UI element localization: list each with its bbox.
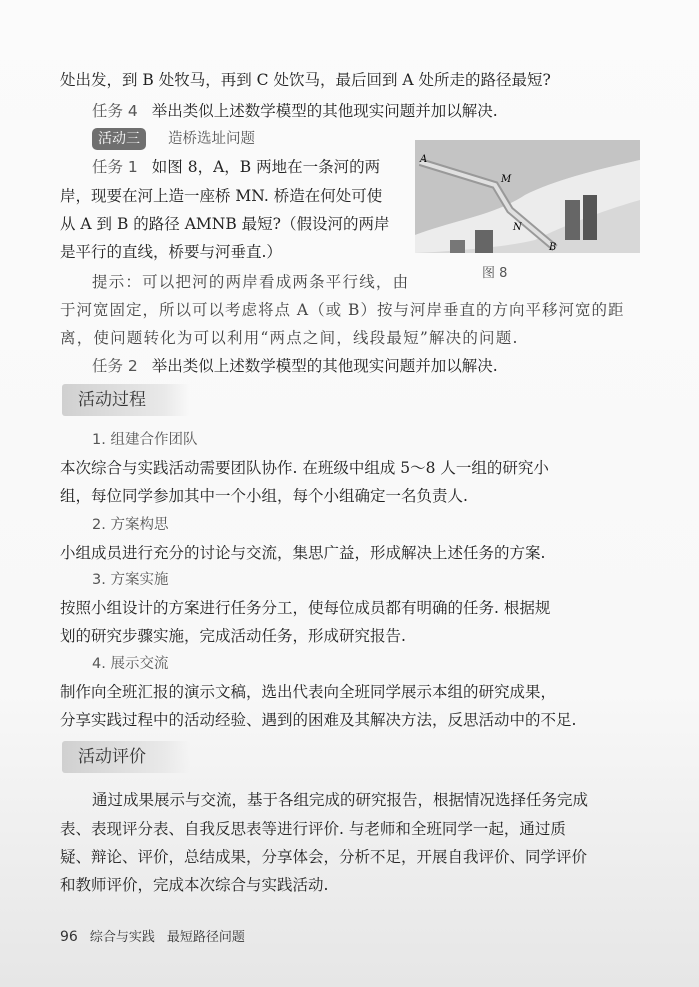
activity-badge: 活动三 <box>92 128 146 150</box>
task1-line: 是平行的直线，桥要与河垂直.） <box>60 243 282 261</box>
step-line: 划的研究步骤实施，完成活动任务，形成研究报告. <box>60 627 406 645</box>
footer-section: 综合与实践 <box>89 930 155 945</box>
task4 <box>92 97 498 125</box>
step-line: 按照小组设计的方案进行任务分工，使每位成员都有明确的任务. 根据规 <box>60 599 551 617</box>
step-line: 制作向全班汇报的演示文稿，选出代表向全班同学展示本组的研究成果， <box>60 683 557 701</box>
activity-title: 造桥选址问题 <box>168 131 255 147</box>
evaluation-line: 通过成果展示与交流，基于各组完成的研究报告，根据情况选择任务完成 <box>92 791 589 809</box>
label-m: M <box>501 174 512 185</box>
step-line: 小组成员进行充分的讨论与交流，集思广益，形成解决上述任务的方案. <box>60 544 546 562</box>
bridge-figure <box>415 140 640 253</box>
task-label: 任务 1 <box>92 158 138 176</box>
evaluation-line: 表、表现评分表、自我反思表等进行评价. 与老师和全班同学一起，通过质 <box>60 820 566 838</box>
task-label: 任务 2 <box>92 357 138 375</box>
hint-line: 提示：可以把河的两岸看成两条平行线，由 <box>92 273 410 291</box>
step-line: 分享实践过程中的活动经验、遇到的困难及其解决方法，反思活动中的不足. <box>60 711 577 729</box>
task1-line <box>92 153 380 181</box>
task1-line: 岸，现要在河上造一座桥 MN. 桥造在何处可使 <box>60 187 383 205</box>
section-header-process: 活动过程 <box>62 384 190 416</box>
task-text: 如图 8，A，B 两地在一条河的两 <box>151 158 381 176</box>
task-text: 举出类似上述数学模型的其他现实问题并加以解决. <box>151 102 498 120</box>
step-heading: 1. 组建合作团队 <box>92 432 198 448</box>
hint-line: 于河宽固定，所以可以考虑将点 A（或 B）按与河岸垂直的方向平移河宽的距 <box>60 301 625 319</box>
task1-line: 从 A 到 B 的路径 AMNB 最短?（假设河的两岸 <box>60 215 390 233</box>
footer-title: 最短路径问题 <box>166 930 245 945</box>
intro-line: 处出发，到 B 处牧马，再到 C 处饮马，最后回到 A 处所走的路径最短? <box>60 71 551 89</box>
step-heading: 2. 方案构思 <box>92 517 169 533</box>
evaluation-line: 疑、辩论、评价，总结成果，分享体会，分析不足，开展自我评价、同学评价 <box>60 848 588 866</box>
step-line: 本次综合与实践活动需要团队协作. 在班级中组成 5～8 人一组的研究小 <box>60 459 549 477</box>
page-footer <box>60 926 257 945</box>
label-a: A <box>420 154 428 165</box>
label-n: N <box>513 222 522 233</box>
task2 <box>92 352 498 380</box>
step-line: 组，每位同学参加其中一个小组，每个小组确定一名负责人. <box>60 487 468 505</box>
section-header-evaluation: 活动评价 <box>62 741 190 773</box>
task-text: 举出类似上述数学模型的其他现实问题并加以解决. <box>151 357 498 375</box>
figure-caption: 图 8 <box>482 266 508 281</box>
evaluation-line: 和教师评价，完成本次综合与实践活动. <box>60 876 329 894</box>
hint-line: 离，使问题转化为可以利用“两点之间，线段最短”解决的问题. <box>60 329 519 347</box>
step-heading: 3. 方案实施 <box>92 572 169 588</box>
label-b: B <box>549 242 557 253</box>
page-number: 96 <box>60 929 78 945</box>
task-label: 任务 4 <box>92 102 138 120</box>
step-heading: 4. 展示交流 <box>92 656 169 672</box>
